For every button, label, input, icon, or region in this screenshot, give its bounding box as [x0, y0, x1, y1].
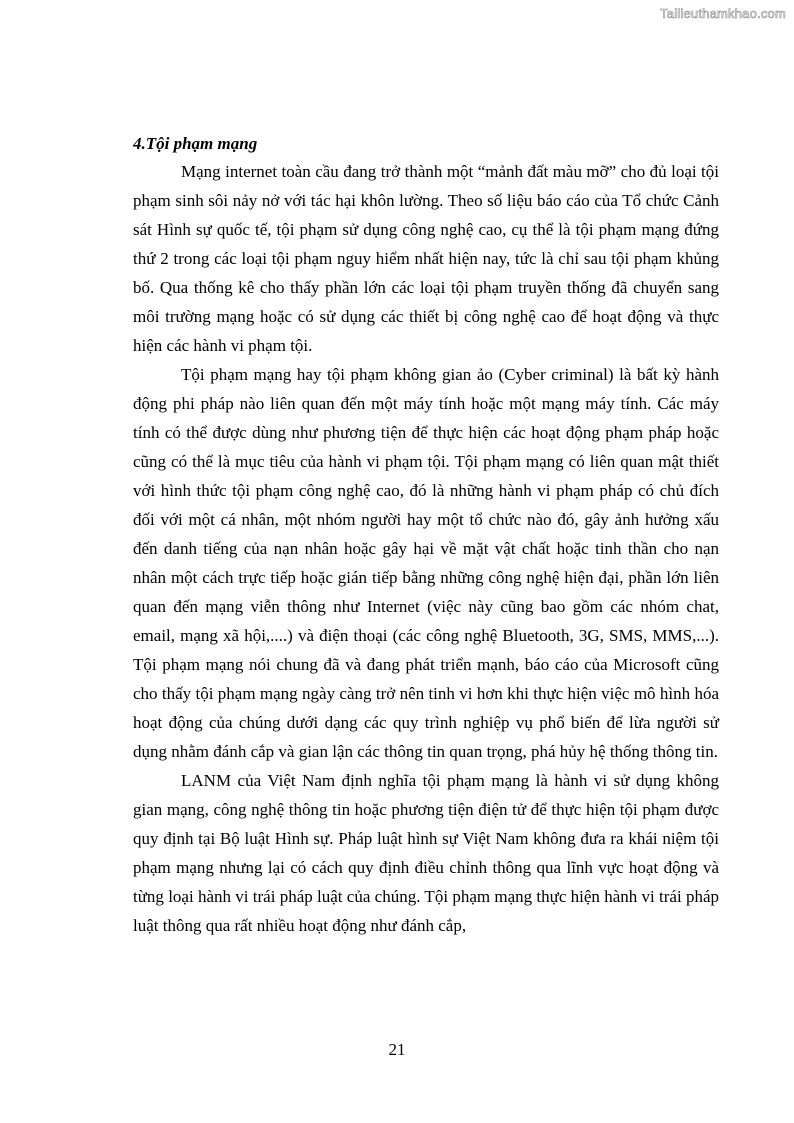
watermark: Tailieuthamkhao.com [660, 6, 786, 21]
paragraph: Tội phạm mạng hay tội phạm không gian ảo (Cyber criminal) là bất kỳ hành động phi pháp nào liên quan đến một máy tính hoặc một mạng máy tính. Các máy tính có thể được dùng như phương tiện để thực hiện các hoạt động phạm pháp hoặc cũng có thể là mục tiêu của hành vi phạm tội. Tội phạm mạng có liên quan mật thiết với hình thức tội phạm công nghệ cao, đó là những hành vi phạm pháp có chủ đích đối với một cá nhân, một nhóm người hay một tổ chức nào đó, gây ảnh hưởng xấu đến danh tiếng của nạn nhân hoặc gây hại về mặt vật chất hoặc tinh thần cho nạn nhân một cách trực tiếp hoặc gián tiếp bằng những công nghệ hiện đại, phần lớn liên quan đến mạng viễn thông như Internet (việc này cũng bao gồm các nhóm chat, email, mạng xã hội,....) và điện thoại (các công nghệ Bluetooth, 3G, SMS, MMS,...). Tội phạm mạng nói chung đã và đang phát triển mạnh, báo cáo của Microsoft cũng cho thấy tội phạm mạng ngày càng trở nên tinh vi hơn khi thực hiện việc mô hình hóa hoạt động của chúng dưới dạng các quy trình nghiệp vụ phổ biến để lừa người sử dụng nhằm đánh cắp và gian lận các thông tin quan trọng, phá hủy hệ thống thông tin. [133, 365, 719, 761]
paragraph: Mạng internet toàn cầu đang trở thành một “mảnh đất màu mỡ” cho đủ loại tội phạm sinh sôi nảy nở với tác hại khôn lường. Theo số liệu báo cáo của Tổ chức Cảnh sát Hình sự quốc tế, tội phạm sử dụng công nghệ cao, cụ thể là tội phạm mạng đứng thứ 2 trong các loại tội phạm nguy hiểm nhất hiện nay, tức là chỉ sau tội phạm khủng bố. Qua thống kê cho thấy phần lớn các loại tội phạm truyền thống đã chuyển sang môi trường mạng hoặc có sử dụng các thiết bị công nghệ cao để hoạt động và thực hiện các hành vi phạm tội. [133, 162, 719, 355]
page-number: 21 [388, 1040, 406, 1059]
document-body [133, 131, 719, 940]
section-heading: 4.Tội phạm mạng [133, 134, 258, 153]
paragraph: LANM của Việt Nam định nghĩa tội phạm mạng là hành vi sử dụng không gian mạng, công nghệ thông tin hoặc phương tiện điện tử để thực hiện tội phạm được quy định tại Bộ luật Hình sự. Pháp luật hình sự Việt Nam không đưa ra khái niệm tội phạm mạng nhưng lại có cách quy định điều chỉnh thông qua lĩnh vực hoạt động và từng loại hành vi trái pháp luật của chúng. Tội phạm mạng thực hiện hành vi trái pháp luật thông qua rất nhiều hoạt động như đánh cắp, [133, 771, 719, 935]
